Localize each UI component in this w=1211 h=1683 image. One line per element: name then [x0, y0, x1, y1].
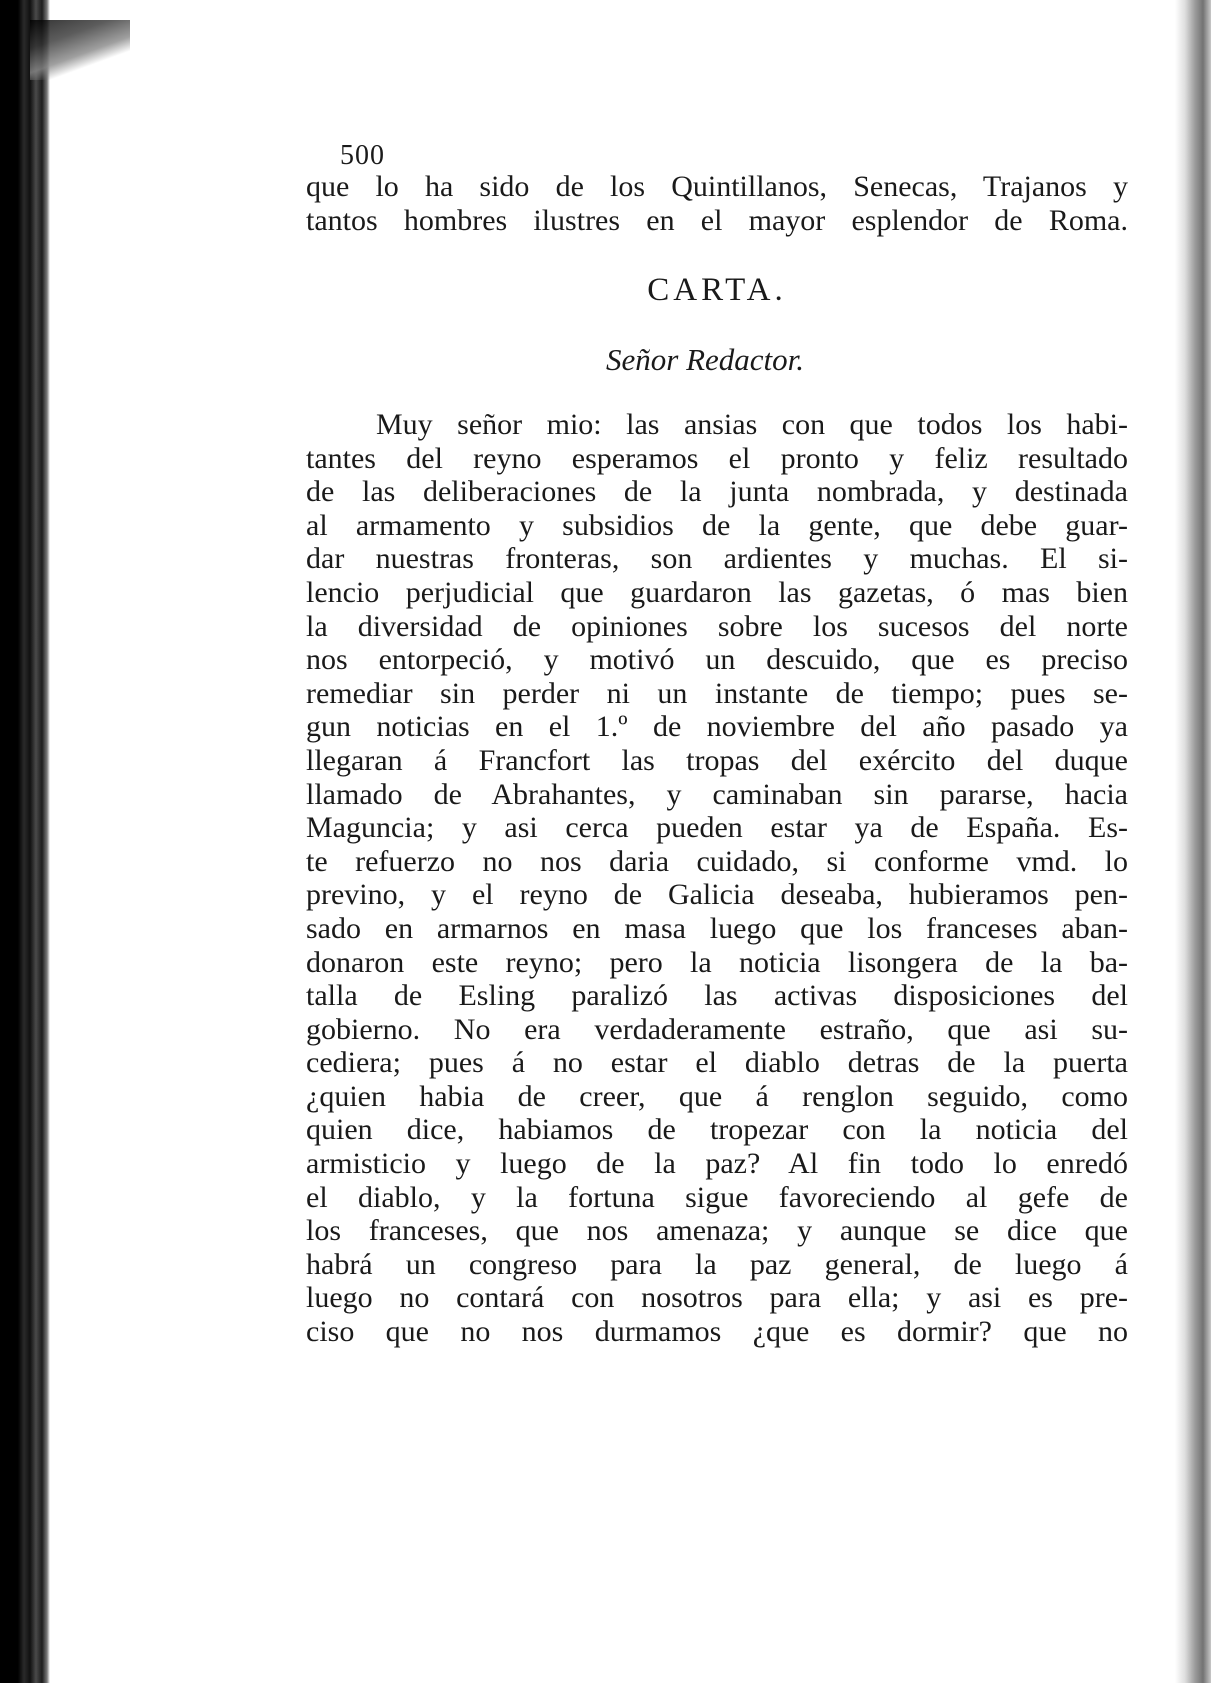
text-line: talla de Esling paralizó las activas disposiciones del	[306, 979, 1128, 1013]
page-fold-shadow	[1175, 0, 1211, 1683]
text-line: Maguncia; y asi cerca pueden estar ya de España. Es-	[306, 811, 1128, 845]
text-line: cediera; pues á no estar el diablo detras de la puerta	[306, 1046, 1128, 1080]
text-line: lencio perjudicial que guardaron las gazetas, ó mas bien	[306, 575, 1128, 609]
text-line: dar nuestras fronteras, son ardientes y muchas. El si-	[306, 542, 1128, 576]
text-line: luego no contará con nosotros para ella; y asi es pre-	[306, 1281, 1128, 1315]
section-heading: CARTA.	[647, 272, 787, 308]
text-line: llegaran á Francfort las tropas del exército del duque	[306, 743, 1128, 777]
text-line: gun noticias en el 1.º de noviembre del año pasado ya	[306, 710, 1128, 744]
text-line: armisticio y luego de la paz? Al fin todo lo enredó	[306, 1147, 1128, 1181]
text-line: de las deliberaciones de la junta nombrada, y destinada	[306, 475, 1128, 509]
text-line: quien dice, habiamos de tropezar con la noticia del	[306, 1113, 1128, 1147]
letter-salutation: Señor Redactor.	[606, 342, 805, 377]
text-line: llamado de Abrahantes, y caminaban sin pararse, hacia	[306, 777, 1128, 811]
text-line: te refuerzo no nos daria cuidado, si conforme vmd. lo	[306, 844, 1128, 878]
text-line: gobierno. No era verdaderamente estraño, que asi su-	[306, 1012, 1128, 1046]
text-line: ¿quien habia de creer, que á renglon seguido, como	[306, 1079, 1128, 1113]
continued-paragraph	[306, 170, 1128, 237]
text-line: nos entorpeció, y motivó un descuido, que es preciso	[306, 643, 1128, 677]
text-line: previno, y el reyno de Galicia deseaba, hubieramos pen-	[306, 878, 1128, 912]
text-line: donaron este reyno; pero la noticia lisongera de la ba-	[306, 945, 1128, 979]
page-number: 500	[340, 140, 385, 171]
text-line: los franceses, que nos amenaza; y aunque se dice que	[306, 1214, 1128, 1248]
text-line: Muy señor mio: las ansias con que todos los habi-	[376, 408, 1128, 441]
text-line: remediar sin perder ni un instante de tiempo; pues se-	[306, 676, 1128, 710]
page-stack-corner	[30, 20, 130, 80]
text-line: sado en armarnos en masa luego que los franceses aban-	[306, 911, 1128, 945]
text-line: habrá un congreso para la paz general, de luego á	[306, 1247, 1128, 1281]
text-line: tantes del reyno esperamos el pronto y feliz resultado	[306, 441, 1128, 475]
text-line: ciso que no nos durmamos ¿que es dormir? que no	[306, 1315, 1128, 1349]
text-line: el diablo, y la fortuna sigue favoreciendo al gefe de	[306, 1180, 1128, 1214]
text-line: al armamento y subsidios de la gente, que debe guar-	[306, 508, 1128, 542]
book-spine-edge	[0, 0, 50, 1683]
letter-body	[306, 408, 1128, 1349]
text-line: la diversidad de opiniones sobre los sucesos del norte	[306, 609, 1128, 643]
text-line: que lo ha sido de los Quintillanos, Senecas, Trajanos y	[306, 170, 1128, 203]
text-line: tantos hombres ilustres en el mayor esplendor de Roma.	[306, 203, 1128, 237]
